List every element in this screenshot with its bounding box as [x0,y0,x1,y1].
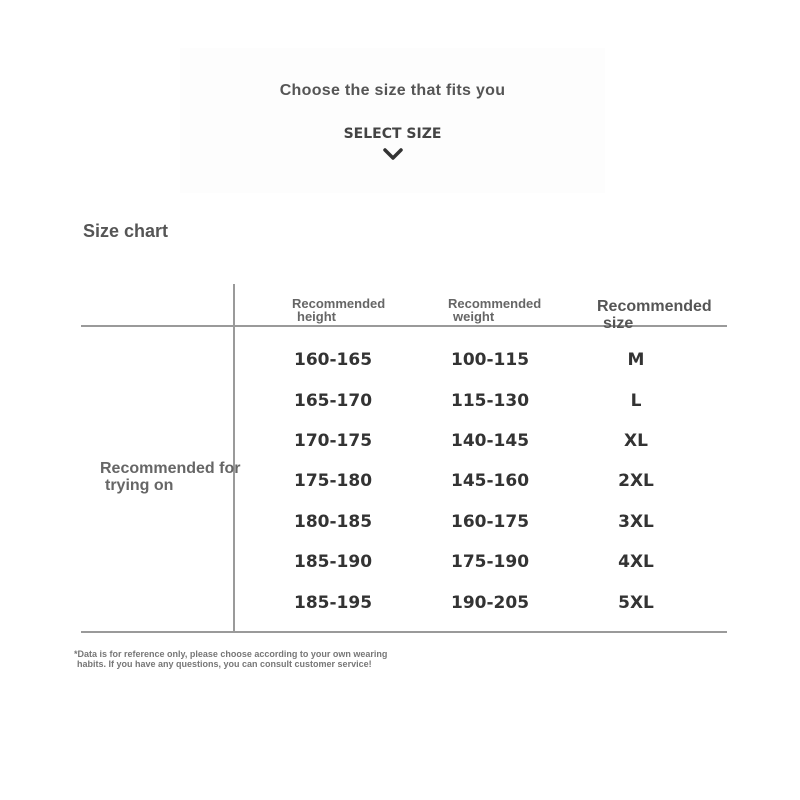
height-cell: 175-180 [294,471,373,491]
row-label-line1: Recommended for [100,460,241,477]
height-cell: 170-175 [294,431,373,451]
column-header-height-line2: height [297,309,336,324]
weight-cell: 145-160 [451,471,530,491]
table-bottom-divider [81,631,727,633]
column-header-size [597,298,712,332]
header-title: Choose the size that fits you [279,82,506,99]
footnote-line1: *Data is for reference only, please choose according to your own wearing [74,649,388,659]
size-cell: 2XL [618,471,654,491]
size-cell: XL [624,431,648,451]
weight-cell: 175-190 [451,552,530,572]
size-cell: L [630,391,642,411]
height-cell: 185-195 [294,593,373,613]
column-header-size-line2: size [603,315,634,332]
column-header-weight-line2: weight [453,309,495,324]
footnote-line2: habits. If you have any questions, you can consult customer service! [77,659,372,669]
size-cell: 5XL [618,593,654,613]
weight-cell: 140-145 [451,431,530,451]
disclaimer-footnote [74,649,514,669]
weight-cell: 190-205 [451,593,530,613]
weight-cell: 100-115 [451,350,530,370]
column-header-weight [448,297,541,323]
select-size-button[interactable]: SELECT SIZE [343,126,442,142]
height-cell: 165-170 [294,391,373,411]
size-cell: 4XL [618,552,654,572]
chevron-down-icon[interactable] [381,148,405,162]
column-header-height [292,297,385,323]
weight-cell: 160-175 [451,512,530,532]
table-column-divider [233,284,235,633]
column-header-height-line1: Recommended [292,296,386,311]
height-cell: 160-165 [294,350,373,370]
row-label-line2: trying on [105,477,174,494]
column-header-weight-line1: Recommended [448,296,542,311]
size-selector-header [180,48,605,193]
weight-cell: 115-130 [451,391,530,411]
size-cell: M [627,350,645,370]
row-label [100,460,240,494]
height-cell: 185-190 [294,552,373,572]
column-header-size-line1: Recommended [597,298,712,315]
size-cell: 3XL [618,512,654,532]
size-chart-title: Size chart [83,221,169,241]
height-cell: 180-185 [294,512,373,532]
